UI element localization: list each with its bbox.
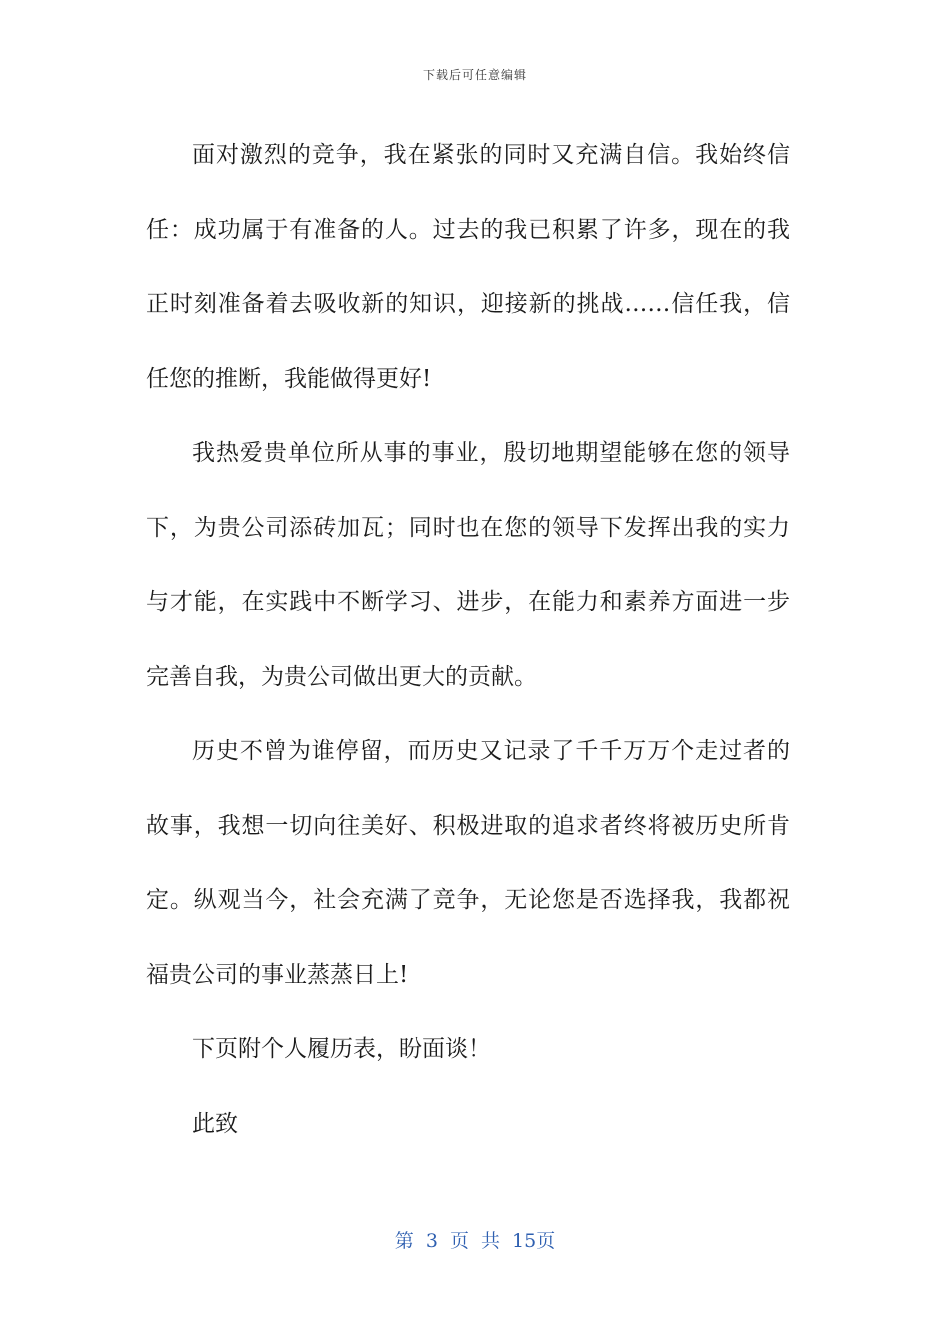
text-line: 福贵公司的事业蒸蒸日上! <box>146 961 409 988</box>
paragraph-enthusiasm <box>146 416 790 714</box>
text-line: 定。纵观当今，社会充满了竞争，无论您是否选择我，我都祝 <box>146 887 790 913</box>
paragraph-closing <box>146 1087 790 1162</box>
page-header: 下载后可任意编辑 <box>422 68 527 82</box>
page-number-footer: 第 3 页 共 15页 <box>394 1230 556 1252</box>
paragraph-confidence <box>146 118 790 416</box>
text-line: 正时刻准备着去吸收新的知识，迎接新的挑战……信任我，信 <box>146 291 790 317</box>
text-line: 与才能，在实践中不断学习、进步，在能力和素养方面进一步 <box>146 589 790 615</box>
paragraph-history <box>146 714 790 1012</box>
text-line: 此致 <box>192 1110 238 1137</box>
text-line: 下页附个人履历表，盼面谈！ <box>192 1036 491 1062</box>
text-line: 下，为贵公司添砖加瓦；同时也在您的领导下发挥出我的实力 <box>146 514 790 541</box>
text-line: 任：成功属于有准备的人。过去的我已积累了许多，现在的我 <box>146 216 790 243</box>
text-line: 面对激烈的竞争，我在紧张的同时又充满自信。我始终信 <box>192 142 790 168</box>
text-line: 完善自我，为贵公司做出更大的贡献。 <box>146 663 537 690</box>
text-line: 任您的推断，我能做得更好! <box>146 365 432 392</box>
text-line: 历史不曾为谁停留，而历史又记录了千千万万个走过者的 <box>192 738 790 764</box>
letter-body <box>146 118 790 1161</box>
paragraph-attachment-note <box>146 1012 790 1087</box>
text-line: 我热爱贵单位所从事的事业，殷切地期望能够在您的领导 <box>192 440 790 466</box>
text-line: 故事，我想一切向往美好、积极进取的追求者终将被历史所肯 <box>146 812 790 839</box>
